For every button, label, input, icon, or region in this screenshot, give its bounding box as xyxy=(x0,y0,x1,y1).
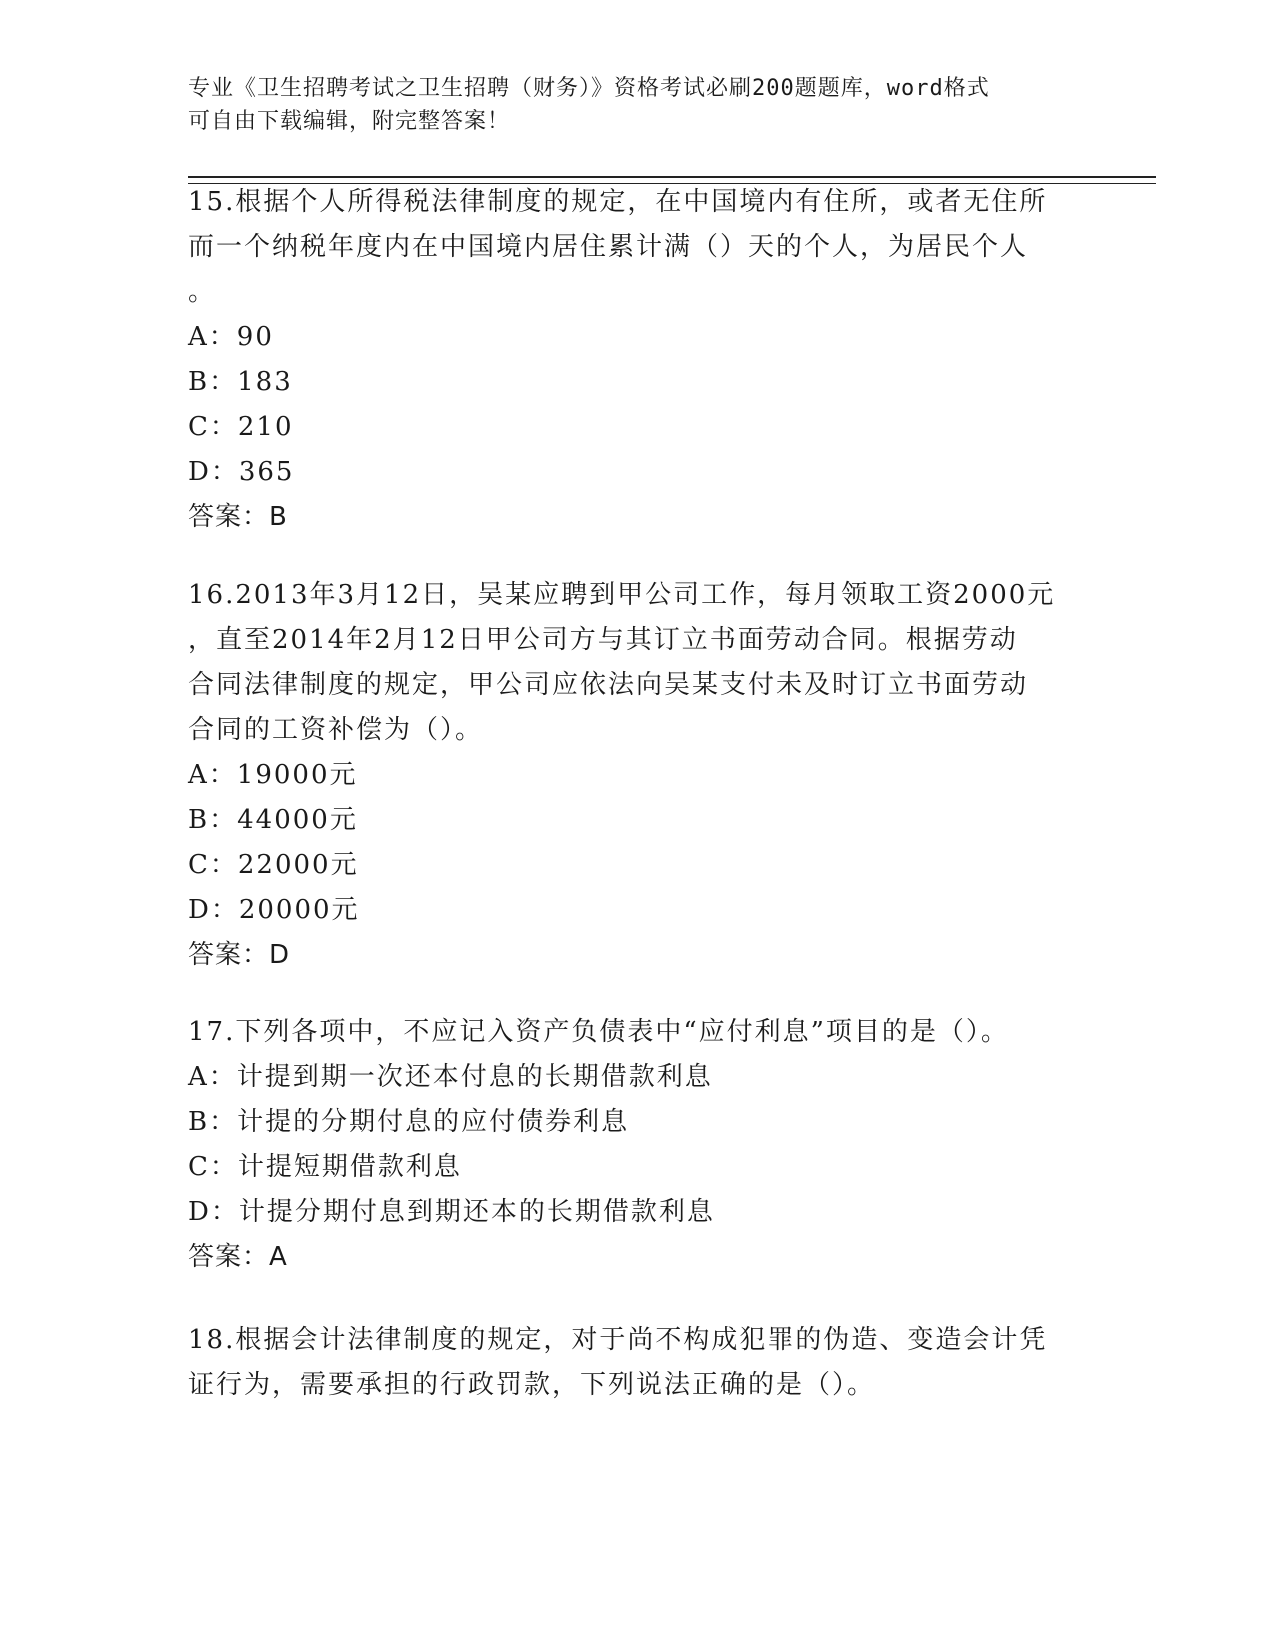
option-c: C：22000元 xyxy=(188,850,359,880)
header-line-1: 专业《卫生招聘考试之卫生招聘（财务）》资格考试必刷200题题库，word格式 xyxy=(188,76,990,101)
answer: 答案：A xyxy=(188,1242,288,1272)
option-a: A：19000元 xyxy=(188,760,358,790)
option-c: C：210 xyxy=(188,412,294,442)
question-18 xyxy=(188,1318,1088,1408)
option-b: B：计提的分期付息的应付债券利息 xyxy=(188,1107,630,1137)
question-stem: 17.下列各项中，不应记入资产负债表中“应付利息”项目的是（）。 xyxy=(188,1017,1009,1047)
option-a: A：90 xyxy=(188,322,274,352)
option-c: C：计提短期借款利息 xyxy=(188,1152,462,1182)
option-d: D：20000元 xyxy=(188,895,360,925)
question-stem: 16.2013年3月12日，吴某应聘到甲公司工作，每月领取工资2000元 ，直至2014年2月12日甲公司方与其订立书面劳动合同。根据劳动 合同法律制度的规定，甲公司应依法向吴某支付未及时订立书面劳动 合同的工资补偿为（）。 xyxy=(188,580,1056,745)
page-header xyxy=(188,72,1068,138)
answer: 答案：D xyxy=(188,940,291,970)
question-17 xyxy=(188,1010,1088,1280)
option-d: D：365 xyxy=(188,457,295,487)
answer: 答案：B xyxy=(188,502,288,532)
question-stem: 15.根据个人所得税法律制度的规定，在中国境内有住所，或者无住所 而一个纳税年度内在中国境内居住累计满（）天的个人，为居民个人 。 xyxy=(188,187,1048,307)
option-b: B：44000元 xyxy=(188,805,358,835)
option-a: A：计提到期一次还本付息的长期借款利息 xyxy=(188,1062,713,1092)
question-16 xyxy=(188,573,1088,978)
question-15 xyxy=(188,180,1088,540)
option-b: B：183 xyxy=(188,367,293,397)
question-stem: 18.根据会计法律制度的规定，对于尚不构成犯罪的伪造、变造会计凭 证行为，需要承担的行政罚款，下列说法正确的是（）。 xyxy=(188,1325,1048,1400)
header-line-2: 可自由下载编辑，附完整答案！ xyxy=(188,109,511,134)
option-d: D：计提分期付息到期还本的长期借款利息 xyxy=(188,1197,715,1227)
